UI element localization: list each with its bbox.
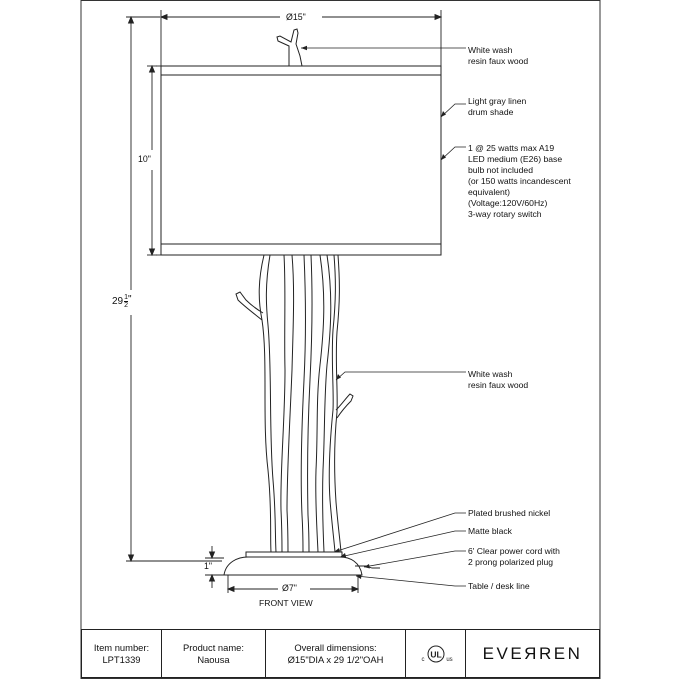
callout-bulb-line6: (Voltage:120V/60Hz) (468, 198, 548, 208)
overall-dimensions-value: Ø15"DIA x 29 1/2"OAH (287, 653, 384, 665)
callout-bulb-line3: bulb not included (468, 165, 533, 175)
callout-nickel: Plated brushed nickel (468, 508, 551, 518)
lamp-body-branches (236, 255, 353, 552)
ul-listed-icon (416, 644, 456, 664)
callout-cord-line2: 2 prong polarized plug (468, 557, 554, 567)
overall-height-whole: 29 (112, 296, 124, 308)
svg-text:c: c (421, 656, 424, 663)
item-number-value: LPT1339 (102, 653, 141, 665)
svg-text:us: us (445, 656, 453, 663)
callout-body-line1: White wash (468, 369, 513, 379)
overall-height-denominator: 2 (124, 302, 129, 309)
callout-shade-line2: drum shade (468, 107, 514, 117)
overall-dimensions-label: Overall dimensions: (294, 641, 377, 653)
product-name-label: Product name: (183, 641, 244, 653)
drum-shade (161, 66, 441, 255)
overall-dimensions-cell (266, 630, 406, 677)
callout-finial-line1: White wash (468, 45, 513, 55)
title-block (81, 629, 600, 678)
brand-logo: EVEЯREN (482, 643, 583, 663)
overall-height-mark: " (128, 294, 132, 305)
callout-cord (468, 546, 560, 568)
callout-black: Matte black (468, 526, 512, 536)
lamp-base (224, 552, 362, 575)
callout-bulb-line2: LED medium (E26) base (468, 154, 563, 164)
callout-finial (468, 45, 528, 67)
callout-shade-line1: Light gray linen (468, 96, 527, 106)
callout-table: Table / desk line (468, 581, 530, 591)
callout-body-line2: resin faux wood (468, 380, 529, 390)
callout-bulb (468, 143, 571, 220)
callout-bulb-line4: (or 150 watts incandescent (468, 176, 571, 186)
callout-finial-line2: resin faux wood (468, 56, 529, 66)
dimension-line-overall-height (126, 17, 222, 561)
dimension-shade-width: Ø15" (286, 12, 306, 22)
overall-height-numerator: 1 (124, 294, 129, 301)
dimension-overall-height (112, 294, 132, 309)
ul-listed-cell (406, 630, 466, 677)
finial-branch (277, 29, 302, 66)
product-name-cell (162, 630, 266, 677)
callout-bulb-line1: 1 @ 25 watts max A19 (468, 143, 555, 153)
callout-body (468, 369, 528, 391)
callout-bulb-line7: 3-way rotary switch (468, 209, 542, 219)
dimension-shade-height: 10" (138, 154, 151, 164)
svg-text:UL: UL (429, 649, 442, 659)
callout-bulb-line5: equivalent) (468, 187, 511, 197)
callout-shade (468, 96, 526, 118)
dimension-base-width: Ø7" (282, 583, 297, 593)
callout-cord-line1: 6' Clear power cord with (468, 546, 560, 556)
dimension-base-height: 1" (204, 561, 213, 571)
item-number-cell (82, 630, 162, 677)
view-label: FRONT VIEW (259, 598, 313, 608)
product-name-value: Naousa (197, 653, 230, 665)
item-number-label: Item number: (93, 641, 150, 653)
